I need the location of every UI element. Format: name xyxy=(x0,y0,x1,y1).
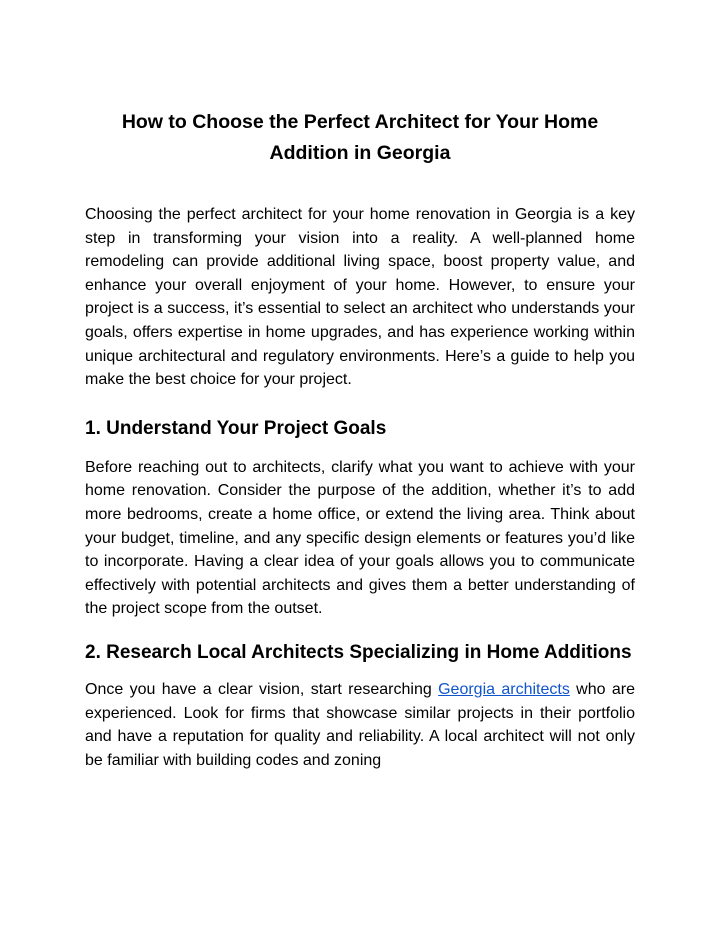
section-heading-project-goals: 1. Understand Your Project Goals xyxy=(85,417,387,439)
georgia-architects-link[interactable]: Georgia architects xyxy=(438,680,570,698)
body-text-before-link: Once you have a clear vision, start researching xyxy=(85,680,439,698)
document-title: How to Choose the Perfect Architect for Your Home Addition in Georgia xyxy=(121,111,599,164)
section-body-project-goals: Before reaching out to architects, clarify what you want to achieve with your home renovation. Consider the purpose of the addition, whether it’s to add more bedrooms, create a home office, or extend the living area. Think about your budget, timeline, and any specific design elements or features you’d like to incorporate. Having a clear idea of your goals allows you to communicate effectively with potential architects and gives them a better understanding of the project scope from the outset. xyxy=(85,458,635,618)
section-body-research-architects xyxy=(85,678,635,772)
body-text-after-link: who are experienced. Look for firms that showcase similar projects in their portfolio and have a reputation for quality and reliability. A local architect will not only be familiar with building codes and zoning xyxy=(85,680,635,769)
section-heading-research-architects: 2. Research Local Architects Specializing in Home Additions xyxy=(85,641,632,663)
intro-paragraph: Choosing the perfect architect for your home renovation in Georgia is a key step in transforming your vision into a reality. A well-planned home remodeling can provide additional living space, boost property value, and enhance your overall enjoyment of your home. However, to ensure your project is a success, it’s essential to select an architect who understands your goals, offers expertise in home upgrades, and has experience working within unique architectural and regulatory environments. Here’s a guide to help you make the best choice for your project. xyxy=(85,206,635,389)
document-page xyxy=(85,107,635,772)
